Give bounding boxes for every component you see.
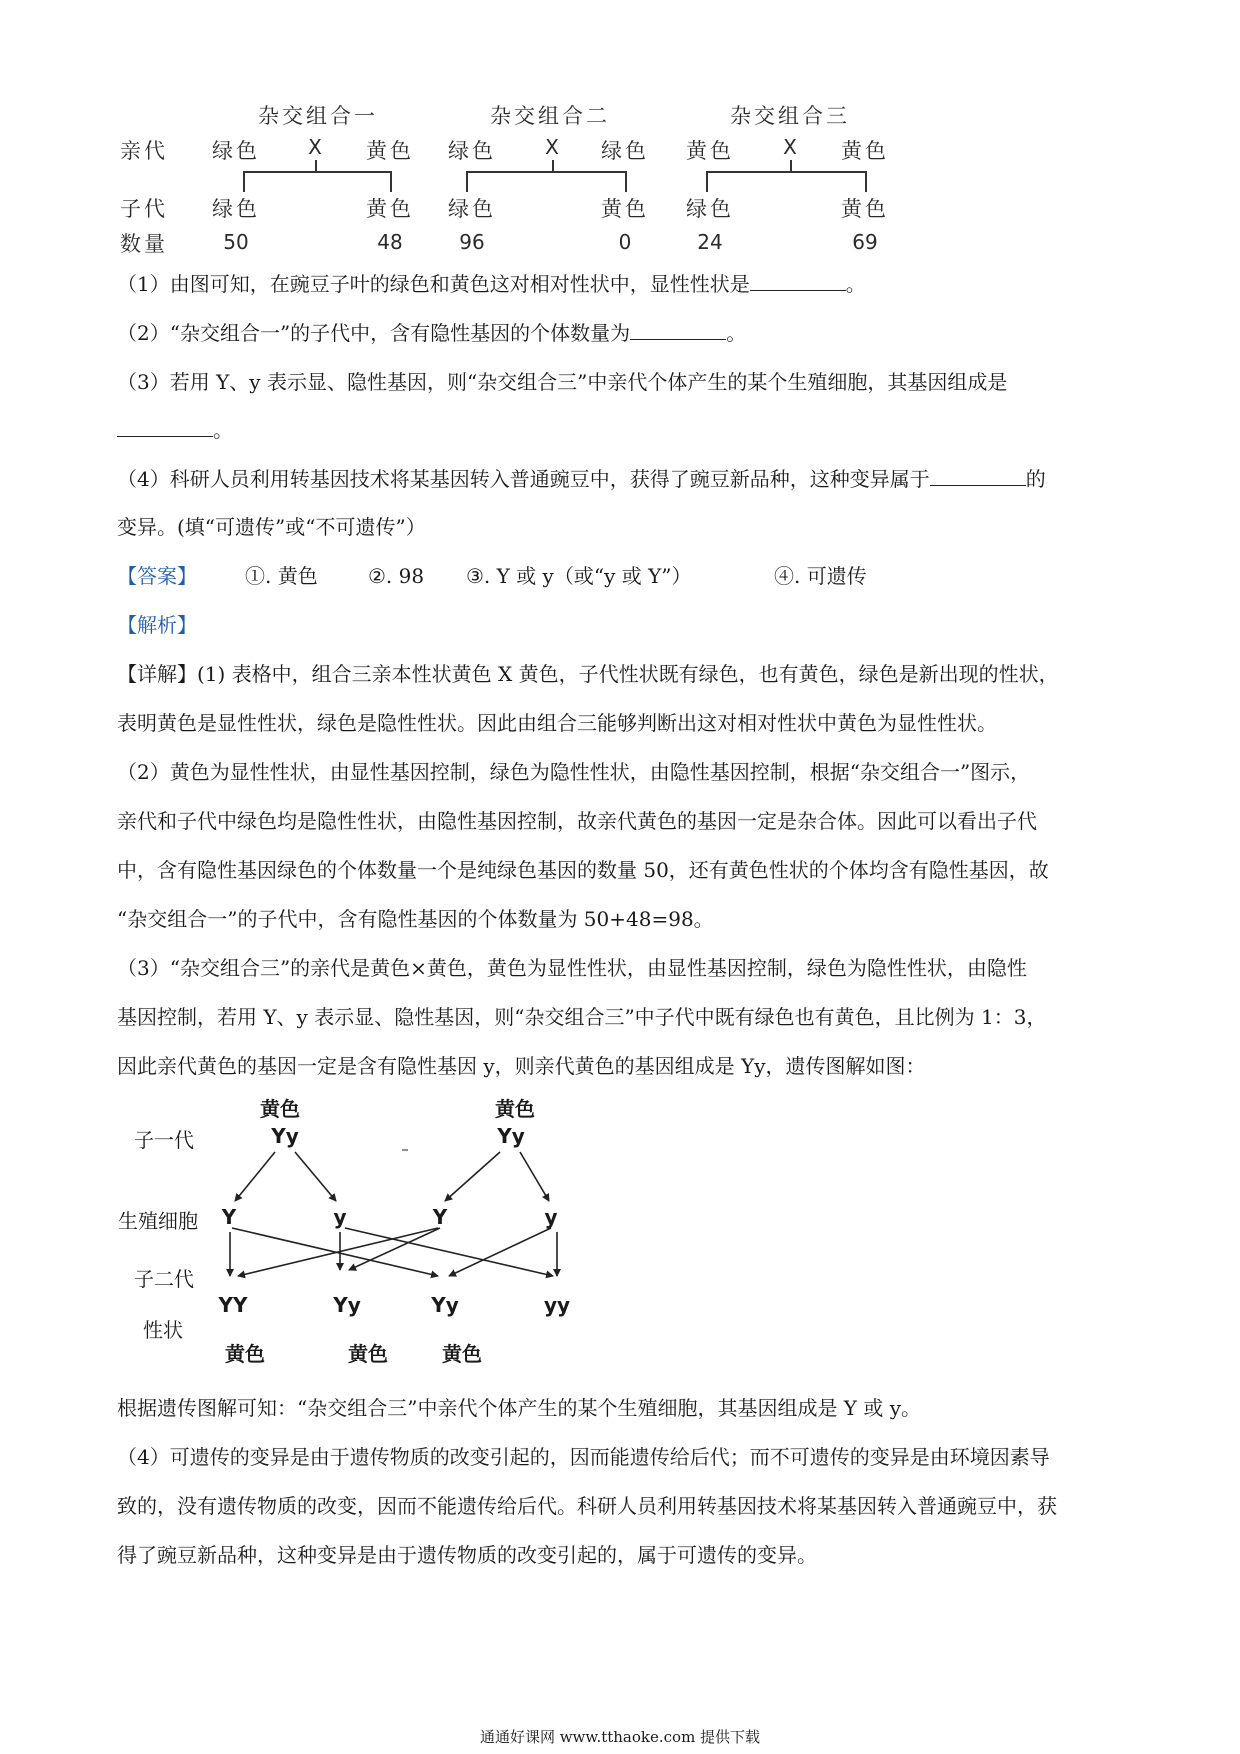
g3-parent-right: 黄色	[841, 139, 889, 163]
diagram-label-gen2: 子二代	[134, 1267, 194, 1291]
g1-count-right: 48	[377, 230, 403, 254]
offspring-3-genotype: Yy	[431, 1293, 459, 1317]
offspring-4-genotype: yy	[543, 1293, 571, 1317]
question-4-line2-text: 变异。(填“可遗传”或“不可遗传”）	[117, 515, 426, 539]
g1-parent-left: 绿色	[212, 139, 260, 163]
detail-2-line3: 中，含有隐性基因绿色的个体数量一个是纯绿色基因的数量 50，还有黄色性状的个体均含有隐性基因，故	[117, 858, 1049, 882]
detail-3-line3: 因此亲代黄色的基因一定是含有隐性基因 y，则亲代黄色的基因组成是 Yy，遗传图解如图：	[117, 1054, 926, 1078]
g2-child-right: 黄色	[601, 197, 649, 221]
g2-parent-right: 绿色	[601, 139, 649, 163]
answer-item-2: ②. 98	[368, 564, 425, 588]
detail-2-line1: （2）黄色为显性性状，由显性基因控制，绿色为隐性性状，由隐性基因控制，根据“杂交组合一”图示，	[117, 760, 1031, 784]
diagram-label-gamete: 生殖细胞	[118, 1209, 198, 1233]
offspring-1-genotype: YY	[218, 1293, 248, 1317]
arrow-g3-o2	[349, 1228, 440, 1270]
detail-1-line2: 表明黄色是显性性状，绿色是隐性性状。因此由组合三能够判断出这对相对性状中黄色为显性性状。	[117, 711, 997, 735]
row-label-offspring: 子代	[120, 197, 168, 221]
question-2-end: 。	[726, 321, 747, 345]
answer-label: 【答案】	[117, 564, 197, 588]
arrow-p1-g1	[235, 1152, 275, 1201]
question-2-text: （2）“杂交组合一”的子代中，含有隐性基因的个体数量为	[117, 321, 631, 345]
offspring-3-trait: 黄色	[442, 1342, 482, 1366]
answer-item-4: ④. 可遗传	[774, 564, 867, 588]
g2-child-left: 绿色	[448, 197, 496, 221]
g1-count-left: 50	[223, 230, 249, 254]
arrow-g2-o4	[345, 1228, 553, 1276]
detail-2-line2: 亲代和子代中绿色均是隐性性状，由隐性基因控制，故亲代黄色的基因一定是杂合体。因此可以看出子代	[117, 809, 1037, 833]
g3-count-right: 69	[852, 230, 878, 254]
analysis-label: 【解析】	[117, 613, 197, 637]
footer: 通通好课网 www.tthaoke.com 提供下载	[479, 1728, 761, 1746]
diagram-label-trait: 性状	[143, 1318, 183, 1342]
answer-item-1: ①. 黄色	[245, 564, 318, 588]
offspring-2-trait: 黄色	[348, 1342, 388, 1366]
question-3-end: 。	[213, 418, 233, 442]
diagram-label-gen1: 子一代	[134, 1128, 194, 1152]
parent-2-trait: 黄色	[495, 1097, 535, 1121]
offspring-2-genotype: Yy	[333, 1293, 361, 1317]
answer-item-3: ③. Y 或 y（或“y 或 Y”）	[466, 564, 692, 588]
row-label-parent: 亲代	[120, 139, 168, 163]
group-title-1: 杂交组合一	[258, 104, 378, 128]
g3-child-right: 黄色	[841, 197, 889, 221]
detail-4-line2: 致的，没有遗传物质的改变，因而不能遗传给后代。科研人员利用转基因技术将某基因转入普通豌豆中，获	[117, 1494, 1057, 1518]
question-1-end: 。	[845, 272, 866, 296]
question-3-text: （3）若用 Y、y 表示显、隐性基因，则“杂交组合三”中亲代个体产生的某个生殖细胞，其基因组成是	[117, 370, 1008, 394]
g2-cross-symbol: X	[545, 135, 559, 159]
detail-1-text: (1) 表格中，组合三亲本性状黄色 X 黄色，子代性状既有绿色，也有黄色，绿色是新出现的性状，	[197, 662, 1059, 686]
g2-parent-left: 绿色	[448, 139, 496, 163]
arrow-g4-o3	[449, 1228, 551, 1276]
group-title-3: 杂交组合三	[730, 104, 850, 128]
gamete-4: y	[544, 1205, 558, 1229]
g2-count-left: 96	[459, 230, 485, 254]
detail-2-line4: “杂交组合一”的子代中，含有隐性基因的个体数量为 50+48=98。	[117, 907, 714, 931]
conclusion-line: 根据遗传图解可知：“杂交组合三”中亲代个体产生的某个生殖细胞，其基因组成是 Y 或 y。	[117, 1396, 922, 1420]
gamete-2: y	[333, 1205, 347, 1229]
parent-1-genotype: Yy	[271, 1124, 299, 1148]
g3-parent-left: 黄色	[686, 139, 734, 163]
question-1-text: （1）由图可知，在豌豆子叶的绿色和黄色这对相对性状中，显性性状是	[117, 272, 750, 296]
question-4-text: （4）科研人员利用转基因技术将某基因转入普通豌豆中，获得了豌豆新品种，这种变异属于	[117, 467, 930, 491]
detail-4-line3: 得了豌豆新品种，这种变异是由于遗传物质的改变引起的，属于可遗传的变异。	[117, 1543, 817, 1567]
arrow-p2-g4	[520, 1152, 549, 1201]
gamete-3: Y	[432, 1205, 448, 1229]
detail-label: 【详解】	[117, 662, 197, 686]
g3-count-left: 24	[697, 230, 723, 254]
arrow-p2-g3	[445, 1152, 500, 1201]
detail-4-line1: （4）可遗传的变异是由于遗传物质的改变引起的，因而能遗传给后代；而不可遗传的变异是由环境因素导	[117, 1445, 1050, 1469]
g3-child-left: 绿色	[686, 197, 734, 221]
g1-parent-right: 黄色	[366, 139, 414, 163]
detail-3-line2: 基因控制，若用 Y、y 表示显、隐性基因，则“杂交组合三”中子代中既有绿色也有黄色，且比例为 1：3，	[117, 1005, 1047, 1029]
g1-child-left: 绿色	[212, 197, 260, 221]
offspring-1-trait: 黄色	[225, 1342, 265, 1366]
row-label-count: 数量	[120, 232, 168, 256]
arrow-p1-g2	[295, 1152, 336, 1201]
parent-2-genotype: Yy	[497, 1124, 525, 1148]
gamete-1: Y	[221, 1205, 237, 1229]
parent-1-trait: 黄色	[260, 1097, 300, 1121]
g3-cross-symbol: X	[783, 135, 797, 159]
detail-3-line1: （3）“杂交组合三”的亲代是黄色×黄色，黄色为显性性状，由显性基因控制，绿色为隐性性状，由隐性	[117, 956, 1027, 980]
g2-count-right: 0	[618, 230, 632, 254]
group-title-2: 杂交组合二	[490, 104, 610, 128]
g1-cross-symbol: X	[308, 135, 322, 159]
g1-child-right: 黄色	[366, 197, 414, 221]
question-4-end: 的	[1025, 467, 1046, 491]
